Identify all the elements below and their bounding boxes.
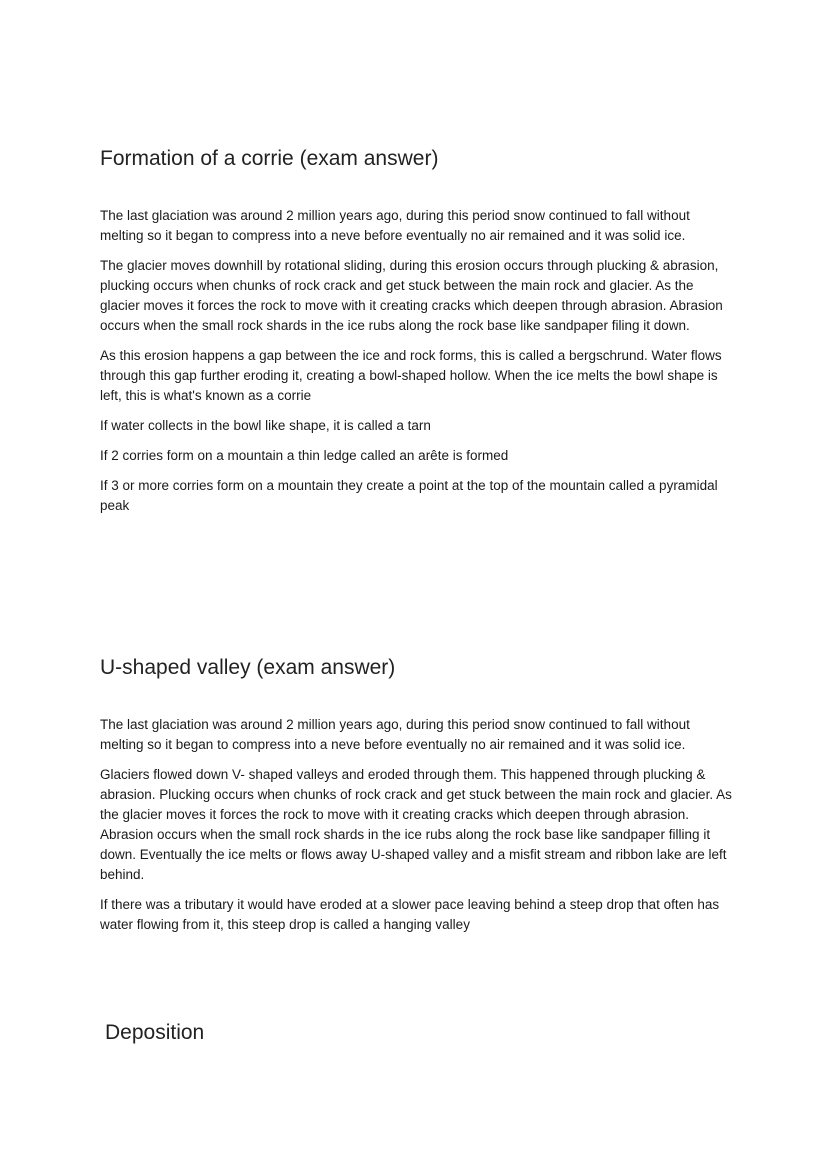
section-body-corrie [100,206,732,526]
section-heading-u-shaped-valley: U-shaped valley (exam answer) [100,656,396,679]
paragraph: If 3 or more corries form on a mountain they create a point at the top of the mountain called a pyramidal peak [100,478,718,513]
paragraph: If there was a tributary it would have eroded at a slower pace leaving behind a steep drop that often has water flowing from it, this steep drop is called a hanging valley [100,897,720,932]
paragraph: If water collects in the bowl like shape, it is called a tarn [100,418,431,433]
paragraph: The glacier moves downhill by rotational sliding, during this erosion occurs through plucking & abrasion, plucking occurs when chunks of rock crack and get stuck between the main rock and glacier. As the glacier moves it forces the rock to move with it creating cracks which deepen through abrasion. Abrasion occurs when the small rock shards in the ice rubs along the rock base like sandpaper filing it down. [100,258,723,333]
section-heading-corrie: Formation of a corrie (exam answer) [100,147,439,170]
section-heading-deposition: Deposition [105,1021,205,1044]
paragraph: As this erosion happens a gap between the ice and rock forms, this is called a bergschrund. Water flows through this gap further eroding it, creating a bowl-shaped hollow. When the ice melts the bowl shape is left, this is what's known as a corrie [100,348,722,403]
paragraph: The last glaciation was around 2 million years ago, during this period snow continued to fall without melting so it began to compress into a neve before eventually no air remained and it was solid ice. [100,208,690,243]
paragraph: The last glaciation was around 2 million years ago, during this period snow continued to fall without melting so it began to compress into a neve before eventually no air remained and it was solid ice. [100,717,690,752]
paragraph: Glaciers flowed down V- shaped valleys and eroded through them. This happened through plucking & abrasion. Plucking occurs when chunks of rock crack and get stuck between the main rock and glacier. As the glacier moves it forces the rock to move with it creating cracks which deepen through abrasion. Abrasion occurs when the small rock shards in the ice rubs along the rock base like sandpaper filling it down. Eventually the ice melts or flows away U-shaped valley and a misfit stream and ribbon lake are left behind. [100,767,732,882]
section-body-u-shaped-valley [100,715,732,945]
paragraph: If 2 corries form on a mountain a thin ledge called an arête is formed [100,448,509,463]
